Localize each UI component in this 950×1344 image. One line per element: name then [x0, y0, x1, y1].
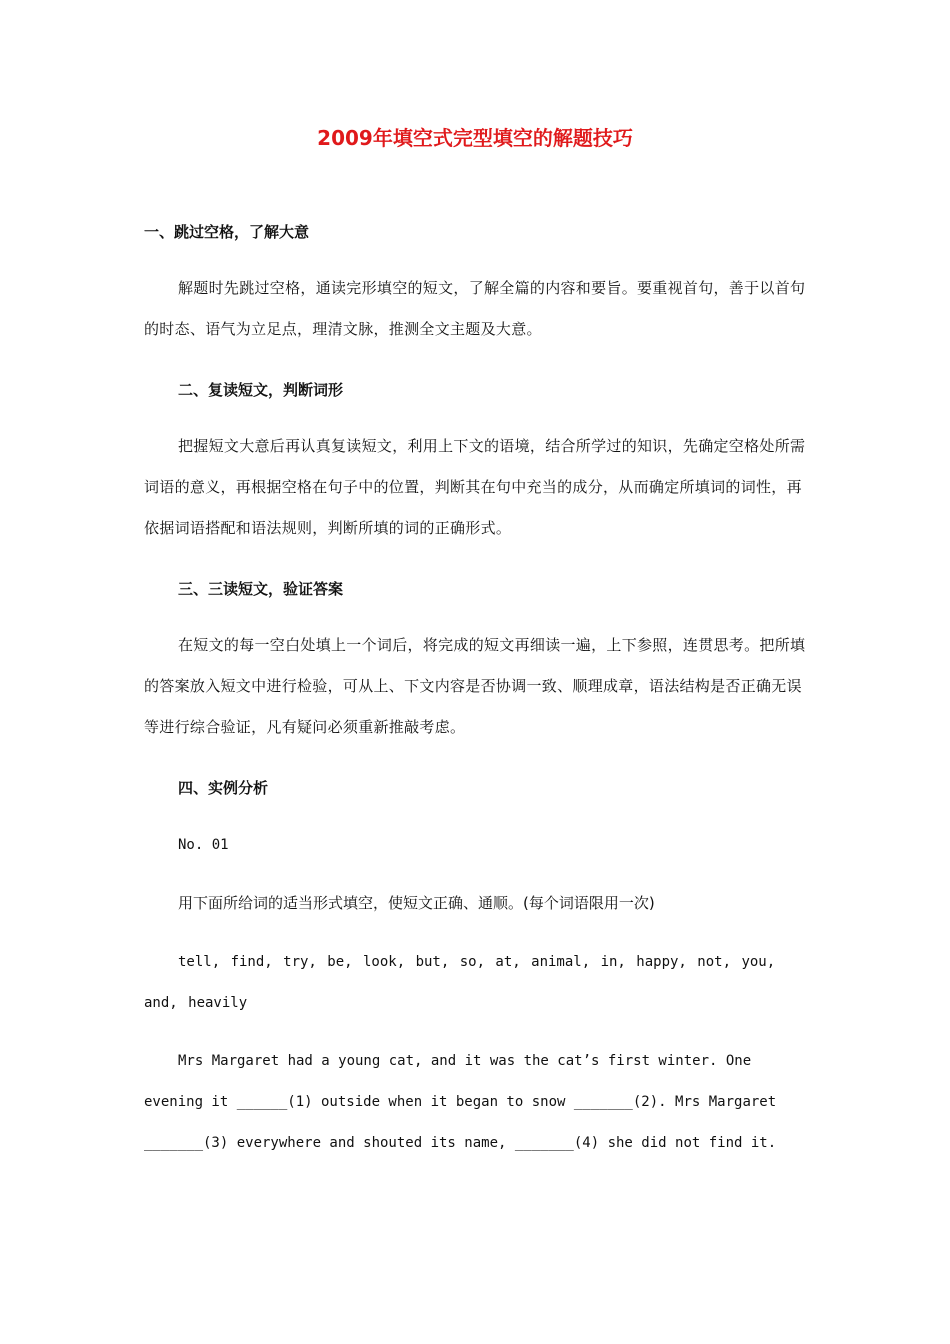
section-heading-3: 三、三读短文，验证答案 [178, 580, 344, 598]
section-body-2: 把握短文大意后再认真复读短文，利用上下文的语境，结合所学过的知识，先确定空格处所需词语的意义，再根据空格在句子中的位置，判断其在句中充当的成分，从而确定所填词的词性，再依据词语搭配和语法规则，判断所填的词的正确形式。 [144, 437, 806, 537]
document-title: 2009年填空式完型填空的解题技巧 [317, 126, 633, 150]
section-body-1: 解题时先跳过空格，通读完形填空的短文，了解全篇的内容和要旨。要重视首句，善于以首句的时态、语气为立足点，理清文脉，推测全文主题及大意。 [144, 279, 806, 338]
section-heading-4: 四、实例分析 [178, 779, 269, 797]
section-body-3: 在短文的每一空白处填上一个词后，将完成的短文再细读一遍，上下参照，连贯思考。把所填的答案放入短文中进行检验，可从上、下文内容是否协调一致、顺理成章，语法结构是否正确无误等进行综合验证，凡有疑问必须重新推敲考虑。 [144, 636, 806, 736]
section-heading-1: 一、跳过空格，了解大意 [144, 223, 310, 241]
section-heading-2: 二、复读短文，判断词形 [178, 381, 344, 399]
example-number: No. 01 [178, 837, 229, 853]
example-passage: Mrs Margaret had a young cat, and it was the cat’s first winter. One evening it ______(1) outside when it began to snow _______(2). Mrs Margaret _______(3) everywhere and shouted its name, _______(4) she did not find it. [144, 1053, 777, 1151]
example-instruction: 用下面所给词的适当形式填空，使短文正确、通顺。(每个词语限用一次) [178, 894, 655, 912]
example-word-list: tell, find, try, be, look, but, so, at, animal, in, happy, not, you, and, heavily [144, 954, 776, 1011]
